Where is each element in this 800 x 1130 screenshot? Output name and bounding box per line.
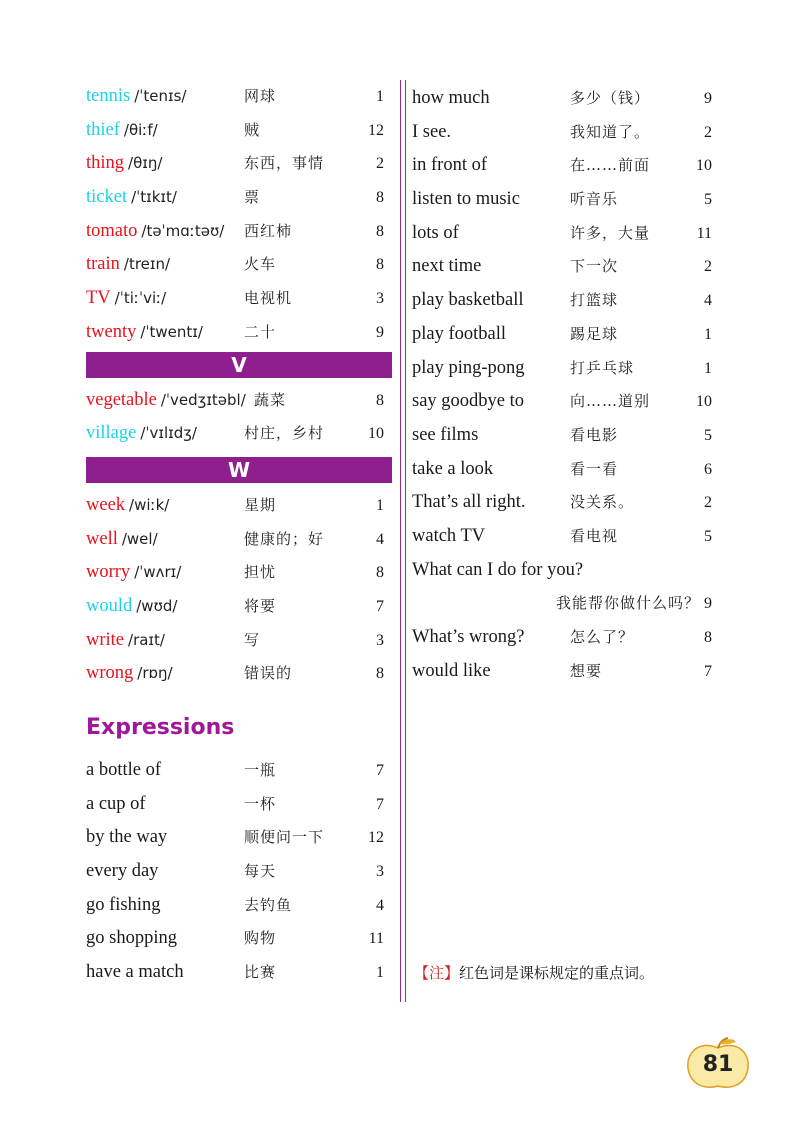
expression-row: [86, 855, 392, 889]
unit-number: 10: [696, 157, 712, 175]
chinese-meaning: 错误的: [244, 664, 293, 683]
column-divider: [400, 80, 406, 1002]
vocab-word: wrong: [86, 663, 134, 684]
phonetic: /ˈvɪlɪdʒ/: [140, 424, 197, 443]
chinese-meaning: 一杯: [244, 794, 277, 813]
vocab-row: [86, 215, 392, 249]
phonetic: /ˈtiːˈviː/: [114, 289, 167, 308]
unit-number: 5: [704, 191, 712, 209]
chinese-meaning: 星期: [244, 495, 277, 514]
vocab-word: vegetable: [86, 389, 157, 410]
expression-phrase: would like: [412, 660, 491, 681]
expression-phrase: That’s all right.: [412, 492, 526, 513]
unit-number: 3: [376, 290, 384, 308]
expression-row: [412, 486, 712, 520]
chinese-meaning: 电视机: [244, 289, 293, 308]
expression-row: [86, 754, 392, 788]
unit-number: 12: [368, 121, 384, 139]
phonetic: /treɪn/: [123, 255, 171, 274]
unit-number: 1: [376, 88, 384, 105]
unit-number: 9: [704, 90, 712, 107]
vocab-word: week: [86, 494, 126, 515]
phonetic: /ˈtɪkɪt/: [131, 188, 177, 207]
unit-number: 6: [704, 460, 712, 478]
unit-number: 10: [368, 425, 384, 443]
vocab-word: tomato: [86, 220, 138, 241]
expression-phrase: play football: [412, 323, 507, 344]
chinese-meaning: 想要: [570, 661, 603, 680]
unit-number: 8: [376, 222, 384, 240]
right-column: [412, 82, 712, 688]
vocab-word: village: [86, 423, 137, 444]
unit-number: 2: [704, 123, 712, 141]
expression-phrase: lots of: [412, 222, 459, 243]
unit-number: 1: [376, 964, 384, 982]
vocab-word: thief: [86, 119, 120, 140]
vocab-word: well: [86, 528, 118, 549]
page-number: 81: [702, 1052, 734, 1077]
vocab-row: [86, 282, 392, 316]
expression-row: [412, 385, 712, 419]
expression-row-continuation: [412, 587, 712, 621]
chinese-meaning: 看电视: [570, 526, 619, 545]
chinese-meaning: 多少（钱）: [570, 89, 651, 107]
expressions-heading: Expressions: [86, 715, 235, 740]
unit-number: 4: [376, 530, 384, 548]
chinese-meaning: 向……道别: [570, 392, 651, 411]
expression-phrase: take a look: [412, 458, 494, 479]
expression-row: [412, 183, 712, 217]
chinese-meaning: 火车: [244, 255, 277, 274]
unit-number: 2: [704, 494, 712, 512]
chinese-meaning: 西红柿: [244, 221, 293, 240]
chinese-meaning: 看一看: [570, 459, 619, 478]
chinese-meaning: 打篮球: [570, 291, 619, 310]
vocab-row: [86, 556, 392, 590]
footnote: [414, 962, 654, 983]
expression-row: [412, 250, 712, 284]
expression-phrase: What’s wrong?: [412, 627, 525, 647]
unit-number: 7: [376, 762, 384, 779]
chinese-meaning: 健康的；好: [244, 529, 325, 548]
vocab-row: [86, 80, 392, 114]
expression-phrase: play basketball: [412, 290, 524, 311]
phonetic: /ˈtwentɪ/: [140, 322, 203, 341]
letter-header-v: V: [86, 352, 392, 378]
expression-row: [412, 453, 712, 487]
unit-number: 12: [368, 829, 384, 847]
unit-number: 2: [704, 258, 712, 276]
vocab-row: [86, 248, 392, 282]
expression-phrase: next time: [412, 256, 482, 277]
chinese-meaning: 顺便问一下: [244, 828, 325, 847]
expression-phrase: I see.: [412, 121, 452, 142]
expression-phrase: play ping-pong: [412, 357, 525, 378]
phonetic: /ˈwʌrɪ/: [134, 563, 182, 582]
phonetic: /wʊd/: [136, 596, 178, 615]
expression-row: [412, 520, 712, 554]
vocab-row: [86, 657, 392, 691]
expression-row: [412, 554, 712, 588]
chinese-meaning: 去钓鱼: [244, 895, 293, 914]
expression-phrase: a bottle of: [86, 760, 162, 780]
unit-number: 4: [376, 896, 384, 914]
expression-row: [86, 788, 392, 822]
chinese-meaning: 一瓶: [244, 761, 277, 779]
unit-number: 8: [376, 391, 384, 409]
chinese-meaning: 票: [244, 188, 261, 207]
vocab-row: [86, 316, 392, 350]
vocab-word: train: [86, 254, 120, 275]
unit-number: 9: [376, 323, 384, 341]
unit-number: 1: [704, 359, 712, 377]
expression-phrase: say goodbye to: [412, 391, 525, 412]
expression-phrase: see films: [412, 424, 479, 445]
unit-number: 10: [696, 393, 712, 411]
chinese-meaning: 看电影: [570, 425, 619, 444]
unit-number: 9: [704, 595, 712, 613]
chinese-meaning: 怎么了？: [570, 628, 635, 646]
unit-number: 8: [376, 665, 384, 683]
expression-phrase: go shopping: [86, 928, 177, 949]
expression-phrase: go fishing: [86, 894, 161, 915]
chinese-meaning: 网球: [244, 87, 277, 105]
vocab-row: [86, 181, 392, 215]
chinese-meaning: 蔬菜: [254, 390, 287, 409]
expression-row: [412, 82, 712, 116]
expression-phrase: how much: [412, 88, 490, 108]
vocab-word: would: [86, 595, 133, 616]
vocab-word: tennis: [86, 86, 131, 106]
expression-phrase: a cup of: [86, 793, 146, 814]
vocab-word: TV: [86, 288, 111, 309]
footnote-text: 红色词是课标规定的重点词。: [459, 964, 655, 982]
expression-row: [412, 352, 712, 386]
phonetic: /təˈmɑːtəʊ/: [141, 221, 225, 240]
vocab-word: ticket: [86, 187, 128, 208]
chinese-meaning: 每天: [244, 862, 277, 881]
vocab-word: thing: [86, 153, 125, 174]
unit-number: 11: [368, 930, 384, 948]
expression-phrase: What can I do for you?: [412, 559, 584, 580]
unit-number: 7: [376, 795, 384, 813]
unit-number: 1: [704, 325, 712, 343]
expression-row: [412, 217, 712, 251]
expression-phrase: every day: [86, 861, 159, 882]
expression-phrase: have a match: [86, 962, 184, 983]
phonetic: /ˈvedʒɪtəbl/: [160, 390, 246, 409]
expression-phrase: listen to music: [412, 189, 520, 210]
unit-number: 4: [704, 292, 712, 310]
unit-number: 8: [704, 629, 712, 646]
chinese-meaning: 购物: [244, 929, 277, 948]
chinese-meaning: 在……前面: [570, 156, 651, 175]
vocab-row: [86, 417, 392, 451]
vocab-row: [86, 489, 392, 523]
expression-phrase: in front of: [412, 155, 488, 176]
unit-number: 3: [376, 631, 384, 649]
phonetic: /rɒŋ/: [137, 664, 173, 683]
chinese-meaning: 许多，大量: [570, 223, 651, 242]
chinese-meaning: 担忧: [244, 563, 277, 582]
expression-row: [412, 419, 712, 453]
expression-row: [86, 821, 392, 855]
expression-row: [412, 655, 712, 689]
phonetic: /θiːf/: [123, 120, 158, 139]
vocab-row: [86, 523, 392, 557]
expression-row: [412, 149, 712, 183]
expression-row: [412, 284, 712, 318]
chinese-meaning: 二十: [244, 322, 277, 341]
phonetic: /wel/: [121, 529, 158, 548]
vocab-row: [86, 590, 392, 624]
unit-number: 8: [376, 189, 384, 207]
chinese-meaning: 将要: [244, 596, 277, 615]
chinese-meaning: 打乒乓球: [570, 358, 635, 377]
vocab-row: [86, 147, 392, 181]
unit-number: 7: [376, 597, 384, 615]
vocab-word: twenty: [86, 321, 137, 342]
vocab-row: [86, 624, 392, 658]
vocab-row: [86, 114, 392, 148]
phonetic: /θɪŋ/: [128, 154, 163, 173]
unit-number: 11: [696, 224, 712, 242]
phonetic: /raɪt/: [128, 630, 165, 649]
chinese-meaning: 比赛: [244, 963, 277, 982]
expression-row: [412, 116, 712, 150]
chinese-meaning: 踢足球: [570, 324, 619, 343]
expression-row: [86, 922, 392, 956]
phonetic: /ˈtenɪs/: [134, 87, 187, 105]
footnote-tag: 【注】: [414, 964, 460, 982]
left-column: [86, 80, 392, 990]
unit-number: 5: [704, 527, 712, 545]
expression-row: [86, 889, 392, 923]
unit-number: 7: [704, 662, 712, 680]
unit-number: 8: [376, 564, 384, 582]
expression-row: [412, 621, 712, 655]
chinese-meaning: 东西，事情: [244, 154, 325, 173]
vocab-word: write: [86, 629, 125, 650]
chinese-meaning: 下一次: [570, 257, 619, 276]
phonetic: /wiːk/: [129, 495, 170, 514]
vocab-row: [86, 384, 392, 418]
expression-row: [86, 956, 392, 990]
expression-phrase: by the way: [86, 827, 168, 848]
chinese-meaning: 没关系。: [570, 493, 635, 512]
chinese-meaning: 贼: [244, 120, 261, 139]
chinese-meaning: 写: [244, 630, 261, 649]
unit-number: 3: [376, 863, 384, 881]
unit-number: 1: [376, 496, 384, 514]
chinese-meaning: 我能帮你做什么吗？: [555, 594, 700, 613]
chinese-meaning: 听音乐: [570, 190, 619, 209]
chinese-meaning: 我知道了。: [570, 122, 651, 141]
vocab-word: worry: [86, 562, 131, 583]
page-number-badge: [684, 1036, 752, 1092]
unit-number: 2: [376, 155, 384, 173]
expression-row: [412, 318, 712, 352]
unit-number: 5: [704, 426, 712, 444]
chinese-meaning: 村庄，乡村: [244, 424, 325, 443]
expression-phrase: watch TV: [412, 525, 486, 546]
letter-header-w: W: [86, 457, 392, 483]
unit-number: 8: [376, 256, 384, 274]
